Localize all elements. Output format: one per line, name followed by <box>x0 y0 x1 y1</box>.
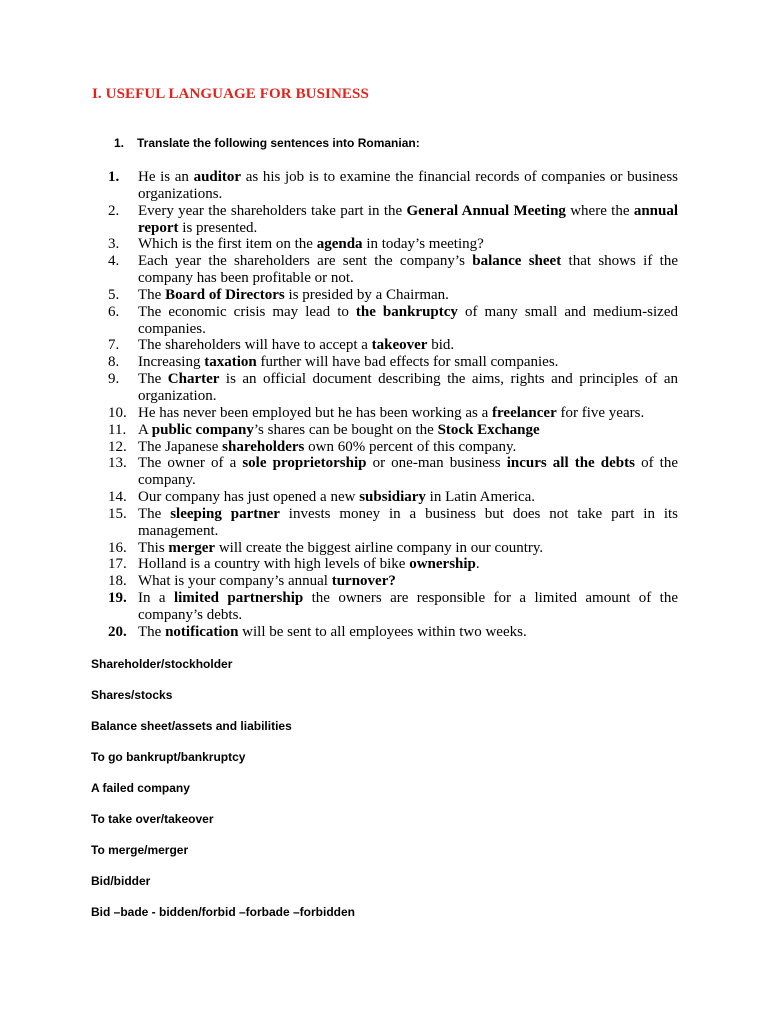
sentence-text <box>138 405 678 422</box>
sentence-text <box>138 506 678 540</box>
key-term: the bankruptcy <box>355 303 458 320</box>
sentence-fragment: The Japanese <box>138 438 223 455</box>
sentence-fragment: the owners are responsible for a limited amount of the company’s debts. <box>138 590 678 623</box>
vocabulary-item: To take over/takeover <box>91 812 214 826</box>
sentence-number: 13. <box>108 455 127 472</box>
sentence-item <box>108 573 678 590</box>
sentence-item <box>108 371 678 405</box>
sentence-number: 4. <box>108 253 120 270</box>
key-term: turnover? <box>331 573 396 590</box>
sentence-number: 14. <box>108 489 127 506</box>
instruction-number: 1. <box>114 136 125 150</box>
sentence-number: 15. <box>108 505 127 522</box>
vocabulary-list <box>91 657 355 936</box>
vocabulary-item: A failed company <box>91 781 190 795</box>
key-term: public company <box>151 421 254 438</box>
sentence-number: 8. <box>108 354 120 371</box>
sentence-fragment: will create the biggest airline company in our country. <box>215 539 544 556</box>
sentence-fragment: In a <box>138 590 174 607</box>
sentence-item <box>108 624 678 641</box>
sentence-fragment: as his job is to examine the financial records of companies or business organizations. <box>138 169 678 202</box>
sentence-fragment: further will have bad effects for small companies. <box>256 354 559 371</box>
sentence-text <box>138 489 678 506</box>
key-term: annual report <box>138 202 679 236</box>
key-term: agenda <box>316 236 363 253</box>
key-term: sole proprietorship <box>242 455 367 472</box>
sentence-number: 10. <box>108 404 127 421</box>
sentence-fragment: or one-man business <box>366 455 507 472</box>
sentence-fragment: invests money in a business but does not take part in its management. <box>138 505 678 539</box>
key-term: shareholders <box>222 438 305 455</box>
sentence-fragment: The <box>138 371 168 388</box>
key-term: notification <box>165 623 239 640</box>
sentence-number: 9. <box>108 371 120 388</box>
sentence-fragment: for five years. <box>556 404 645 421</box>
sentence-fragment: is presided by a Chairman. <box>284 286 449 303</box>
sentence-fragment: is presented. <box>178 219 258 236</box>
sentence-fragment: The <box>138 286 166 303</box>
sentence-text <box>138 455 678 489</box>
sentence-item <box>108 253 678 287</box>
sentence-fragment: Our company has just opened a new <box>138 489 360 506</box>
sentence-fragment: The shareholders will have to accept a <box>138 337 372 354</box>
sentence-item <box>108 405 678 422</box>
key-term: subsidiary <box>359 489 426 506</box>
vocabulary-item: Bid –bade - bidden/forbid –forbade –forbidden <box>91 905 356 919</box>
sentence-number: 16. <box>108 539 127 556</box>
sentence-item <box>108 590 678 624</box>
sentence-list <box>108 169 678 641</box>
key-term: incurs all the debts <box>506 455 635 472</box>
sentence-item <box>108 169 678 203</box>
sentence-number: 17. <box>108 556 127 573</box>
sentence-item <box>108 455 678 489</box>
sentence-fragment: He is an <box>138 169 194 185</box>
key-term: balance sheet <box>472 253 562 270</box>
sentence-fragment: own 60% percent of this company. <box>304 438 517 455</box>
sentence-fragment: He has never been employed but he has been working as a <box>138 404 493 421</box>
sentence-item <box>108 489 678 506</box>
sentence-text <box>138 354 678 371</box>
sentence-fragment: Which is the first item on the <box>138 236 317 253</box>
sentence-number: 12. <box>108 438 127 455</box>
key-term: Stock Exchange <box>437 421 540 438</box>
sentence-fragment: Each year the shareholders are sent the company’s <box>138 253 473 270</box>
sentence-fragment: What is your company’s annual <box>138 573 332 590</box>
sentence-item <box>108 287 678 304</box>
sentence-number: 2. <box>108 202 120 219</box>
sentence-fragment: A <box>138 421 152 438</box>
sentence-item <box>108 337 678 354</box>
sentence-fragment: in Latin America. <box>425 489 536 506</box>
sentence-text <box>138 624 678 641</box>
key-term: merger <box>168 539 216 556</box>
sentence-text <box>138 203 678 237</box>
sentence-fragment: is an official document describing the aims, rights and principles of an organization. <box>138 371 678 404</box>
key-term: taxation <box>204 354 257 371</box>
sentence-number: 7. <box>108 337 120 354</box>
sentence-fragment: ’s shares can be bought on the <box>253 421 438 438</box>
sentence-item <box>108 304 678 338</box>
key-term: sleeping partner <box>170 505 280 522</box>
sentence-number: 6. <box>108 303 120 320</box>
key-term: limited partnership <box>173 590 304 607</box>
sentence-fragment: of many small and medium-sized companies. <box>138 303 678 337</box>
sentence-text <box>138 304 678 338</box>
key-term: Board of Directors <box>165 286 285 303</box>
sentence-fragment: in today’s meeting? <box>362 236 484 253</box>
sentence-number: 11. <box>108 421 127 438</box>
sentence-text <box>138 573 678 590</box>
sentence-text <box>138 422 678 439</box>
sentence-text <box>138 236 678 253</box>
sentence-number: 18. <box>108 573 127 590</box>
key-term: Charter <box>167 371 220 388</box>
sentence-number: 5. <box>108 286 120 303</box>
sentence-item <box>108 439 678 456</box>
section-heading: I. USEFUL LANGUAGE FOR BUSINESS <box>92 86 369 102</box>
key-term: auditor <box>193 169 242 185</box>
sentence-text <box>138 169 678 203</box>
sentence-text <box>138 371 678 405</box>
sentence-fragment: This <box>138 539 169 556</box>
sentence-text <box>138 287 678 304</box>
sentence-text <box>138 540 678 557</box>
key-term: General Annual Meeting <box>406 202 566 219</box>
vocabulary-item: To go bankrupt/bankruptcy <box>91 750 246 764</box>
sentence-fragment: that shows if the company has been profitable or not. <box>138 253 678 287</box>
sentence-item <box>108 556 678 573</box>
sentence-fragment: The <box>138 505 171 522</box>
sentence-fragment: The economic crisis may lead to <box>138 303 356 320</box>
key-term: takeover <box>371 337 428 354</box>
sentence-number: 3. <box>108 236 120 253</box>
sentence-fragment: bid. <box>427 337 455 354</box>
sentence-text <box>138 590 678 624</box>
sentence-text <box>138 337 678 354</box>
vocabulary-item: To merge/merger <box>91 843 189 857</box>
sentence-number: 1. <box>108 169 120 185</box>
sentence-text <box>138 556 678 573</box>
sentence-item <box>108 422 678 439</box>
sentence-item <box>108 236 678 253</box>
vocabulary-item: Bid/bidder <box>91 874 151 888</box>
sentence-number: 19. <box>108 590 127 607</box>
sentence-fragment: The <box>138 623 166 640</box>
exercise-instruction <box>114 136 420 150</box>
sentence-fragment: Increasing <box>138 354 205 371</box>
sentence-number: 20. <box>108 623 127 640</box>
sentence-item <box>108 203 678 237</box>
sentence-item <box>108 506 678 540</box>
instruction-text: Translate the following sentences into Romanian: <box>137 136 420 150</box>
sentence-item <box>108 354 678 371</box>
sentence-text <box>138 253 678 287</box>
key-term: freelancer <box>492 404 557 421</box>
sentence-fragment: will be sent to all employees within two weeks. <box>238 623 527 640</box>
sentence-text <box>138 439 678 456</box>
vocabulary-item: Shareholder/stockholder <box>91 657 233 671</box>
key-term: ownership <box>409 556 476 573</box>
sentence-fragment: . <box>475 556 480 573</box>
vocabulary-item: Balance sheet/assets and liabilities <box>91 719 292 733</box>
sentence-fragment: of the company. <box>138 455 678 489</box>
sentence-fragment: Every year the shareholders take part in the <box>138 202 407 219</box>
vocabulary-item: Shares/stocks <box>91 688 173 702</box>
sentence-fragment: where the <box>565 202 634 219</box>
sentence-item <box>108 540 678 557</box>
sentence-fragment: Holland is a country with high levels of bike <box>138 556 410 573</box>
sentence-fragment: The owner of a <box>138 455 243 472</box>
